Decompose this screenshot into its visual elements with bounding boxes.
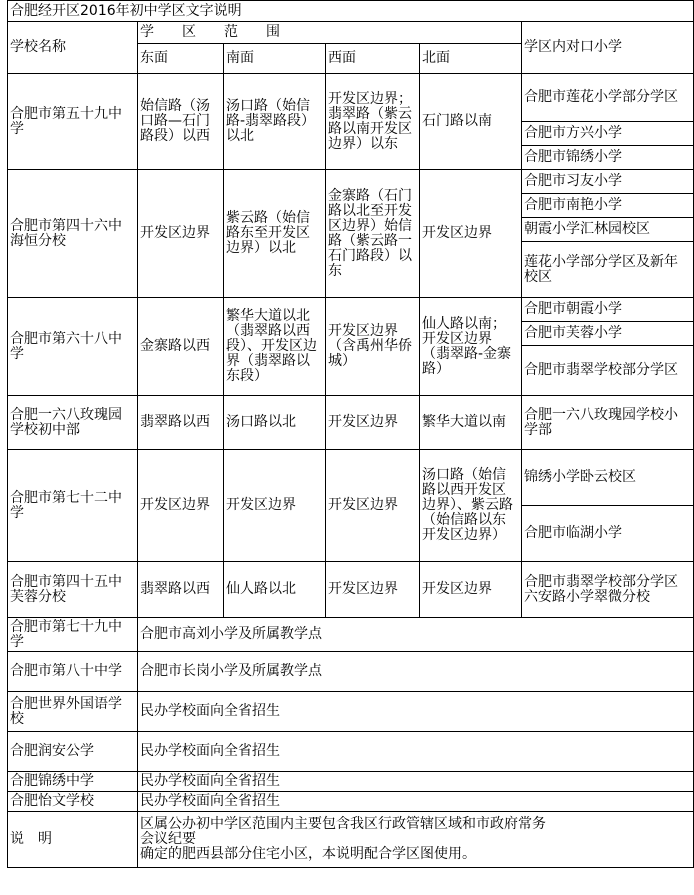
school-name: 合肥世界外国语学校 — [8, 692, 138, 732]
primary-school-line: 合肥市翡翠学校部分学区 — [524, 573, 678, 590]
south-boundary: 汤口路以北 — [224, 396, 326, 450]
primary-school: 莲花小学部分学区及新年校区 — [522, 242, 694, 298]
header-east: 东面 — [138, 44, 224, 74]
header-north: 北面 — [420, 44, 522, 74]
west-boundary: 开发区边界 — [326, 450, 420, 562]
west-boundary: 开发区边界（含禹州华侨城） — [326, 298, 420, 396]
north-boundary: 汤口路（始信路以西开发区边界）、紫云路（始信路以东开发区边界） — [420, 450, 522, 562]
south-boundary: 仙人路以北 — [224, 562, 326, 618]
east-boundary: 开发区边界 — [138, 170, 224, 298]
school-district-table — [7, 0, 694, 868]
primary-school: 合肥市朝霞小学 — [522, 298, 694, 322]
primary-school: 合肥市芙蓉小学 — [522, 322, 694, 346]
header-south: 南面 — [224, 44, 326, 74]
east-boundary: 始信路（汤口路—石门路段）以西 — [138, 74, 224, 170]
south-boundary: 汤口路（始信路-翡翠路段）以北 — [224, 74, 326, 170]
primary-school: 合肥市方兴小学 — [522, 122, 694, 146]
school-name: 合肥市第七十二中学 — [8, 450, 138, 562]
header-range: 学 区 范 围 — [138, 22, 522, 44]
primary-school: 朝霞小学汇林园校区 — [522, 218, 694, 242]
header-school-name: 学校名称 — [8, 22, 138, 74]
north-boundary: 石门路以南 — [420, 74, 522, 170]
header-west: 西面 — [326, 44, 420, 74]
range-description: 民办学校面向全省招生 — [138, 792, 694, 812]
primary-school-line: 六安路小学翠微分校 — [524, 588, 650, 605]
primary-school: 合肥一六八玫瑰园学校小学部 — [522, 396, 694, 450]
west-boundary: 金寨路（石门路以北至开发区边界）始信路（紫云路一石门路段）以东 — [326, 170, 420, 298]
west-boundary: 开发区边界 — [326, 396, 420, 450]
school-name: 合肥一六八玫瑰园学校初中部 — [8, 396, 138, 450]
note-line: 会议纪要 — [140, 831, 196, 847]
note-label: 说 明 — [8, 812, 138, 868]
primary-school: 合肥市习友小学 — [522, 170, 694, 194]
school-name: 合肥市第八十中学 — [8, 652, 138, 692]
north-boundary: 开发区边界 — [420, 170, 522, 298]
north-boundary: 繁华大道以南 — [420, 396, 522, 450]
table-title: 合肥经开区2016年初中学区文字说明 — [8, 1, 694, 22]
range-description: 民办学校面向全省招生 — [138, 692, 694, 732]
school-name: 合肥市第四十五中芙蓉分校 — [8, 562, 138, 618]
north-boundary: 仙人路以南；开发区边界（翡翠路-金寨路） — [420, 298, 522, 396]
note-text — [138, 812, 694, 868]
range-description: 民办学校面向全省招生 — [138, 732, 694, 772]
header-primary: 学区内对口小学 — [522, 22, 694, 74]
east-boundary: 翡翠路以西 — [138, 396, 224, 450]
primary-school: 合肥市莲花小学部分学区 — [522, 74, 694, 122]
school-name: 合肥市第七十九中学 — [8, 618, 138, 652]
west-boundary: 开发区边界；翡翠路（紫云路以南开发区边界）以东 — [326, 74, 420, 170]
west-boundary: 开发区边界 — [326, 562, 420, 618]
south-boundary: 紫云路（始信路东至开发区边界）以北 — [224, 170, 326, 298]
school-name: 合肥润安公学 — [8, 732, 138, 772]
north-boundary: 开发区边界 — [420, 562, 522, 618]
school-name: 合肥锦绣中学 — [8, 772, 138, 792]
east-boundary: 金寨路以西 — [138, 298, 224, 396]
east-boundary: 开发区边界 — [138, 450, 224, 562]
school-name: 合肥市第四十六中海恒分校 — [8, 170, 138, 298]
primary-school — [522, 562, 694, 618]
note-line: 确定的肥西县部分住宅小区，本说明配合学区图使用。 — [140, 846, 476, 862]
south-boundary: 开发区边界 — [224, 450, 326, 562]
south-boundary: 繁华大道以北（翡翠路以西段）、开发区边界（翡翠路以东段） — [224, 298, 326, 396]
range-description: 合肥市高刘小学及所属教学点 — [138, 618, 694, 652]
note-line: 区属公办初中学区范围内主要包含我区行政管辖区域和市政府常务 — [140, 816, 546, 832]
school-name: 合肥市第六十八中学 — [8, 298, 138, 396]
primary-school: 锦绣小学卧云校区 — [522, 450, 694, 506]
school-name: 合肥怡文学校 — [8, 792, 138, 812]
east-boundary: 翡翠路以西 — [138, 562, 224, 618]
school-name: 合肥市第五十九中学 — [8, 74, 138, 170]
primary-school: 合肥市翡翠学校部分学区 — [522, 346, 694, 396]
primary-school: 合肥市南艳小学 — [522, 194, 694, 218]
primary-school: 合肥市锦绣小学 — [522, 146, 694, 170]
range-description: 民办学校面向全省招生 — [138, 772, 694, 792]
range-description: 合肥市长岗小学及所属教学点 — [138, 652, 694, 692]
primary-school: 合肥市临湖小学 — [522, 506, 694, 562]
